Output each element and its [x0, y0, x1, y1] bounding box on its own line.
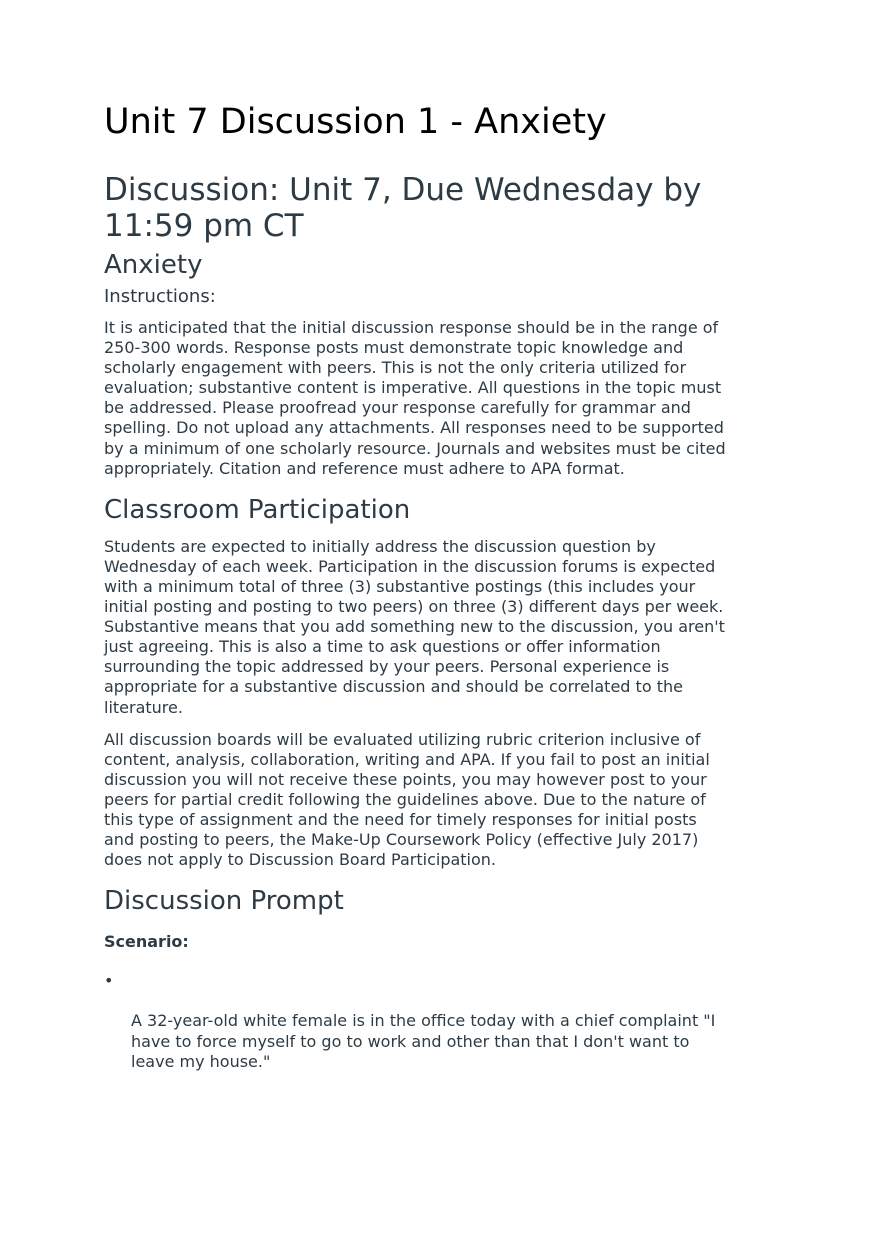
scenario-label: Scenario: [104, 932, 189, 952]
instructions-label: Instructions: [104, 286, 216, 307]
discussion-prompt-heading: Discussion Prompt [104, 886, 344, 917]
participation-heading: Classroom Participation [104, 494, 411, 525]
scenario-list [104, 971, 784, 1071]
topic-heading: Anxiety [104, 250, 203, 280]
participation-paragraph-1: Students are expected to initially address the discussion question by Wednesday of each week. Participation in the discussion forums is expected with a minimum total of three (3) substantive postings (this includes your initial posting and posting to two peers) on three (3) different days per week. Substantive means that you add something new to the discussion, you aren't just agreeing. This is also a time to ask questions or offer information surrounding the topic addressed by your peers. Personal experience is appropriate for a substantive discussion and should be correlated to the literature. [104, 536, 725, 717]
instructions-paragraph: It is anticipated that the initial discussion response should be in the range of 250-300 words. Response posts must demonstrate topic knowledge and scholarly engagement with peers. This is not the only criteria utilized for evaluation; substantive content is imperative. All questions in the topic must be addressed. Please proofread your response carefully for grammar and spelling. Do not upload any attachments. All responses need to be supported by a minimum of one scholarly resource. Journals and websites must be cited appropriately. Citation and reference must adhere to APA format. [104, 318, 726, 478]
scenario-text: A 32-year-old white female is in the ofﬁce today with a chief complaint "I have to force myself to go to work and other than that I don't want to leave my house." [131, 1011, 716, 1071]
list-item [104, 971, 784, 1071]
participation-paragraph-2: All discussion boards will be evaluated utilizing rubric criterion inclusive of content, analysis, collaboration, writing and APA. If you fail to post an initial discussion you will not receive these points, you may however post to your peers for partial credit following the guidelines above. Due to the nature of this type of assignment and the need for timely responses for initial posts and posting to peers, the Make-Up Coursework Policy (effective July 2017) does not apply to Discussion Board Participation. [104, 729, 710, 870]
discussion-heading: Discussion: Unit 7, Due Wednesday by 11:59 pm CT [104, 172, 702, 244]
document-title: Unit 7 Discussion 1 - Anxiety [104, 102, 607, 142]
bullet-icon: • [104, 971, 114, 991]
document-page [104, 100, 784, 1072]
